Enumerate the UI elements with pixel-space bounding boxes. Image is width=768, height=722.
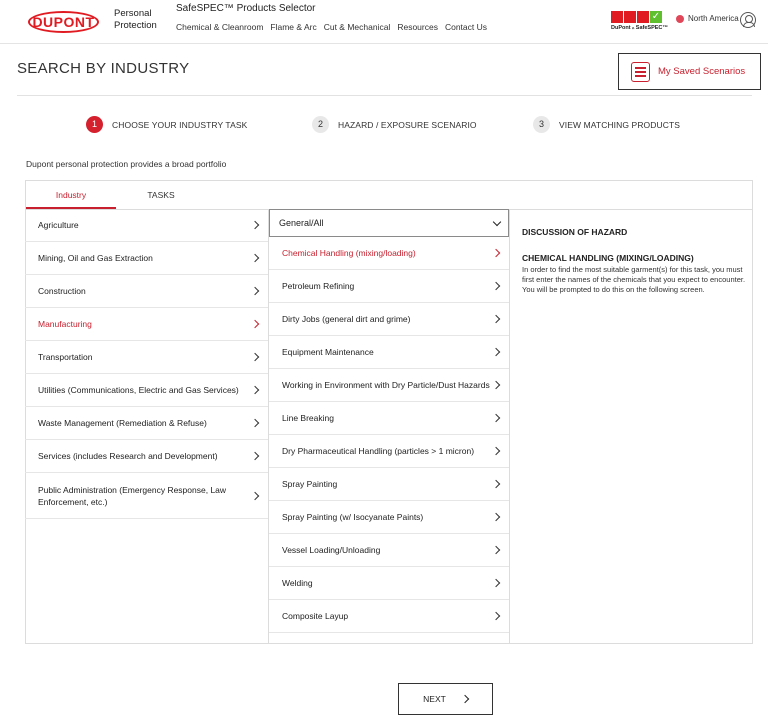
chevron-right-icon [461, 695, 469, 703]
step-label: VIEW MATCHING PRODUCTS [559, 119, 681, 130]
task-item[interactable] [269, 600, 509, 633]
chevron-right-icon [492, 249, 500, 257]
task-label: Composite Layup [282, 611, 349, 621]
safespec-block [611, 11, 623, 23]
task-label: Chemical Handling (mixing/loading) [282, 248, 416, 258]
my-saved-scenarios-button[interactable] [618, 53, 761, 90]
nav-resources[interactable]: Resources [397, 22, 438, 32]
main-nav [176, 22, 487, 32]
task-item[interactable] [269, 402, 509, 435]
task-label: Working in Environment with Dry Particle/Dust Hazards [282, 380, 490, 390]
chevron-right-icon [492, 381, 500, 389]
industry-label: Construction [38, 286, 86, 296]
hazard-discussion [522, 225, 754, 295]
safespec-block [624, 11, 636, 23]
check-icon: ✓ [651, 11, 661, 22]
chevron-right-icon [492, 513, 500, 521]
industry-item-utilities[interactable] [25, 374, 268, 407]
industry-item-waste-management[interactable] [25, 407, 268, 440]
chevron-right-icon [251, 353, 259, 361]
brand-line-2: Protection [114, 20, 157, 31]
task-label: Dry Pharmaceutical Handling (particles > 1 micron) [282, 446, 475, 456]
step-choose-industry-task [86, 116, 247, 133]
industry-label: Transportation [38, 352, 93, 362]
task-item[interactable] [269, 567, 509, 600]
task-item[interactable] [269, 501, 509, 534]
tab-bar [25, 180, 753, 209]
task-list [268, 209, 510, 644]
brand-line-1: Personal [114, 8, 152, 19]
nav-flame-arc[interactable]: Flame & Arc [270, 22, 317, 32]
task-item[interactable] [269, 303, 509, 336]
step-label: CHOOSE YOUR INDUSTRY TASK [112, 119, 248, 130]
step-number: 1 [86, 116, 103, 133]
region-selector[interactable] [676, 14, 739, 23]
industry-label: Services (includes Research and Development) [38, 451, 218, 461]
task-label: Equipment Maintenance [282, 347, 374, 357]
next-button[interactable] [398, 683, 493, 715]
divider [17, 95, 752, 96]
industry-label: Waste Management (Remediation & Refuse) [38, 418, 207, 428]
user-icon[interactable] [740, 12, 756, 28]
chevron-right-icon [492, 579, 500, 587]
safespec-block [637, 11, 649, 23]
chevron-right-icon [251, 419, 259, 427]
task-label: Line Breaking [282, 413, 334, 423]
safespec-logo-text: DuPont ₙ SafeSPEC™ [611, 25, 668, 31]
industry-item-services[interactable] [25, 440, 268, 473]
brand-subtitle [114, 8, 157, 32]
region-label: North America [688, 14, 739, 23]
chevron-right-icon [251, 452, 259, 460]
nav-chemical-cleanroom[interactable]: Chemical & Cleanroom [176, 22, 264, 32]
task-item[interactable] [269, 237, 509, 270]
task-item[interactable] [269, 270, 509, 303]
chevron-right-icon [492, 282, 500, 290]
task-item[interactable] [269, 336, 509, 369]
globe-icon [676, 15, 684, 23]
industry-label: Manufacturing [38, 319, 92, 329]
task-label: Vessel Loading/Unloading [282, 545, 381, 555]
task-item[interactable] [269, 435, 509, 468]
chevron-right-icon [251, 254, 259, 262]
task-item[interactable] [269, 534, 509, 567]
product-title: SafeSPEC™ Products Selector [176, 3, 316, 14]
tab-industry[interactable]: Industry [26, 181, 116, 209]
chevron-right-icon [251, 386, 259, 394]
step-label: HAZARD / EXPOSURE SCENARIO [338, 119, 477, 130]
step-number: 2 [312, 116, 329, 133]
discussion-body: In order to find the most suitable garment(s) for this task, you must first enter the names of the chemicals that you expect to encounter. You will be prompted to do this on the following screen. [522, 265, 746, 294]
industry-item-construction[interactable] [25, 275, 268, 308]
chevron-right-icon [251, 320, 259, 328]
task-label: Petroleum Refining [282, 281, 355, 291]
next-label: NEXT [423, 694, 446, 704]
safespec-blocks [611, 11, 667, 23]
task-label: Welding [282, 578, 313, 588]
task-label: Dirty Jobs (general dirt and grime) [282, 314, 411, 324]
discussion-heading: DISCUSSION OF HAZARD [522, 227, 628, 237]
nav-cut-mechanical[interactable]: Cut & Mechanical [323, 22, 391, 32]
my-saved-scenarios-label: My Saved Scenarios [658, 66, 746, 77]
industry-item-manufacturing[interactable] [25, 308, 268, 341]
industry-item-agriculture[interactable] [25, 209, 268, 242]
industry-item-mining[interactable] [25, 242, 268, 275]
chevron-right-icon [492, 315, 500, 323]
task-label: Spray Painting [282, 479, 338, 489]
task-filter-select[interactable] [269, 209, 509, 237]
chevron-down-icon [493, 218, 501, 226]
industry-item-transportation[interactable] [25, 341, 268, 374]
chevron-right-icon [492, 348, 500, 356]
nav-contact-us[interactable]: Contact Us [444, 22, 488, 32]
site-header [0, 0, 768, 44]
industry-list [25, 209, 268, 519]
step-view-matching-products [533, 116, 680, 133]
step-number: 3 [533, 116, 550, 133]
industry-label: Utilities (Communications, Electric and Gas Services) [38, 385, 239, 395]
dupont-logo[interactable] [28, 11, 99, 33]
industry-item-public-administration[interactable] [25, 473, 268, 519]
chevron-right-icon [251, 287, 259, 295]
discussion-subheading: CHEMICAL HANDLING (MIXING/LOADING) [522, 253, 694, 263]
task-item[interactable] [269, 468, 509, 501]
chevron-right-icon [251, 491, 259, 499]
chevron-right-icon [492, 414, 500, 422]
chevron-right-icon [251, 221, 259, 229]
step-hazard-exposure-scenario [312, 116, 477, 133]
task-filter-value: General/All [279, 218, 324, 228]
industry-label: Mining, Oil and Gas Extraction [38, 253, 153, 263]
chevron-right-icon [492, 546, 500, 554]
tab-tasks[interactable]: TASKS [147, 190, 175, 200]
task-label: Spray Painting (w/ Isocyanate Paints) [282, 512, 424, 522]
list-icon [631, 62, 650, 82]
dupont-logo-text: DUPONT [28, 11, 99, 33]
chevron-right-icon [492, 612, 500, 620]
page-title: SEARCH BY INDUSTRY [17, 60, 190, 77]
industry-label: Public Administration (Emergency Response, Law Enforcement, etc.) [38, 484, 227, 507]
chevron-right-icon [492, 447, 500, 455]
safespec-logo [611, 11, 667, 35]
task-item[interactable] [269, 369, 509, 402]
intro-text: Dupont personal protection provides a broad portfolio [26, 159, 227, 169]
industry-label: Agriculture [38, 220, 79, 230]
chevron-right-icon [492, 480, 500, 488]
